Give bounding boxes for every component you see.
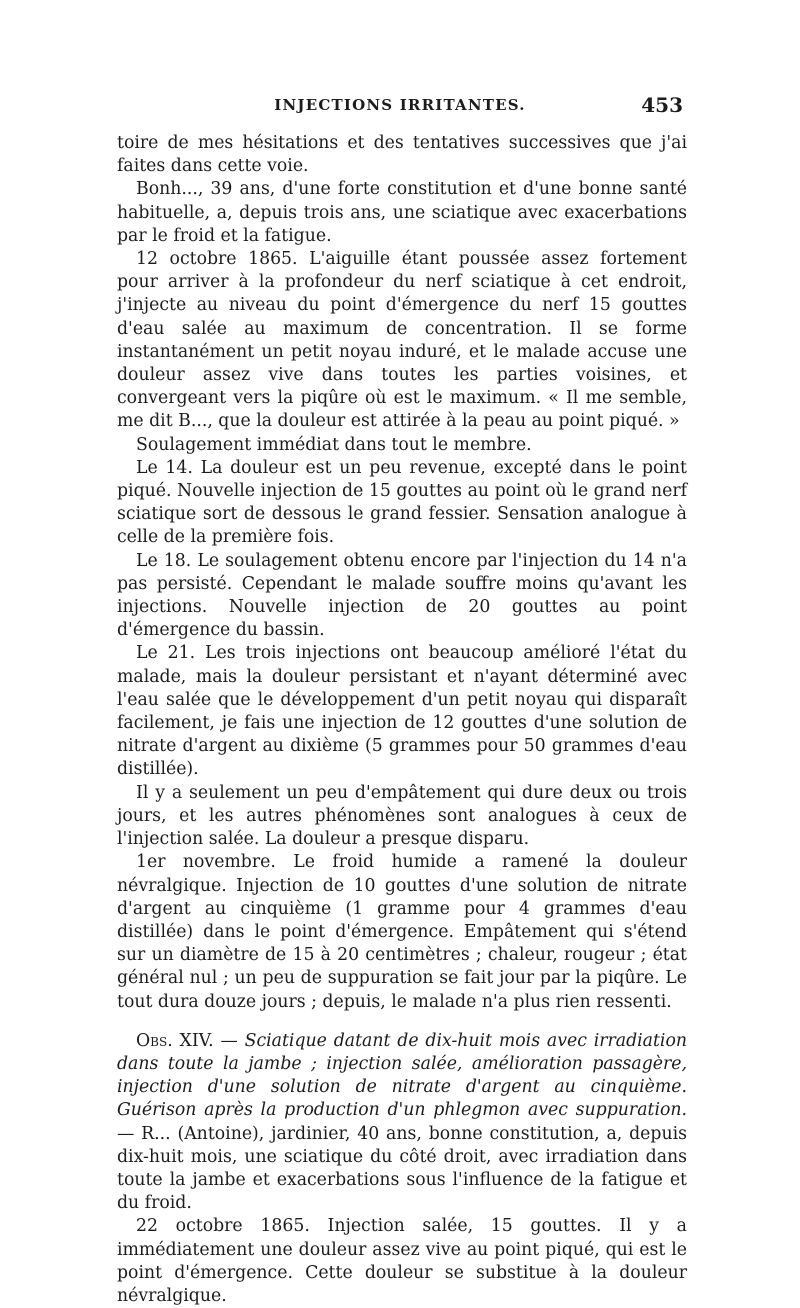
paragraph-nov-1: 1er novembre. Le froid humide a ramené la douleur névralgique. Injection de 10 gouttes d'une solution de nitrate d'argent au cinquième (1 gramme pour 4 grammes d'eau distillée) dans le point d'émergence. Empâtement qui s'étend sur un diamètre de 15 à 20 centimètres ; chaleur, rougeur ; état général nul ; un peu de suppuration se fait jour par la piqûre. Le tout dura douze jours ; depuis, le malade n'a plus rien ressenti. [117, 852, 687, 1012]
observation-title: Sciatique datant de dix-huit mois avec irradiation dans toute la jambe ; injection salée, amélioration passagère, injection d'une solution de nitrate d'argent au cinquième. Guérison après la production d'un phlegmon avec suppuration. [117, 1030, 687, 1121]
paragraph-relief: Soulagement immédiat dans tout le membre. [136, 434, 532, 455]
running-title: INJECTIONS IRRITANTES. [274, 96, 526, 114]
page-number: 453 [641, 93, 683, 117]
observation-paragraph [117, 1030, 687, 1216]
paragraph-day-21: Le 21. Les trois injections ont beaucoup amélioré l'état du malade, mais la douleur persistant et n'ayant déterminé avec l'eau salée que le développement d'un petit noyau qui disparaît facilement, je fais une injection de 12 gouttes d'une solution de nitrate d'argent au dixième (5 grammes pour 50 grammes d'eau distillée). [117, 643, 687, 780]
section-gap [117, 1014, 687, 1030]
observation-text: — R... (Antoine), jardinier, 40 ans, bonne constitution, a, depuis dix-huit mois, une sciatique du côté droit, avec irradiation dans toute la jambe et exacerbations sous l'influence de la fatigue et du froid. [117, 1123, 687, 1214]
observation-label: Obs. XIV. — [136, 1030, 238, 1051]
running-head [117, 93, 683, 122]
body-text [117, 132, 687, 1308]
paragraph-oct-12: 12 octobre 1865. L'aiguille étant poussée assez fortement pour arriver à la profondeur du nerf sciatique à cet endroit, j'injecte au niveau du point d'émergence du nerf 15 gouttes d'eau salée au maximum de concentration. Il se forme instantanément un petit noyau induré, et le malade accuse une douleur assez vive dans toutes les parties voisines, et convergeant vers la piqûre où est le maximum. « Il me semble, me dit B..., que la douleur est attirée à la peau au point piqué. » [117, 249, 687, 432]
paragraph-oct-22: 22 octobre 1865. Injection salée, 15 gouttes. Il y a immédiatement une douleur assez vive au point piqué, qui est le point d'émergence. Cette douleur se substitue à la douleur névralgique. [117, 1216, 687, 1306]
paragraph-day-14: Le 14. La douleur est un peu revenue, excepté dans le point piqué. Nouvelle injection de 15 gouttes au point où le grand nerf sciatique sort de dessous le grand fessier. Sensation analogue à celle de la première fois. [117, 457, 687, 548]
paragraph-case-intro: Bonh..., 39 ans, d'une forte constitution et d'une bonne santé habituelle, a, depuis trois ans, une sciatique avec exacerbations par le froid et la fatigue. [117, 179, 687, 246]
paragraph-day-18: Le 18. Le soulagement obtenu encore par l'injection du 14 n'a pas persisté. Cependant le malade souffre moins qu'avant les injections. Nouvelle injection de 20 gouttes au point d'émergence du bassin. [117, 550, 687, 641]
paragraph-continuation: toire de mes hésitations et des tentatives successives que j'ai faites dans cette voie. [117, 133, 687, 177]
paragraph-empatement: Il y a seulement un peu d'empâtement qui dure deux ou trois jours, et les autres phénomènes sont analogues à ceux de l'injection salée. La douleur a presque disparu. [117, 782, 687, 850]
